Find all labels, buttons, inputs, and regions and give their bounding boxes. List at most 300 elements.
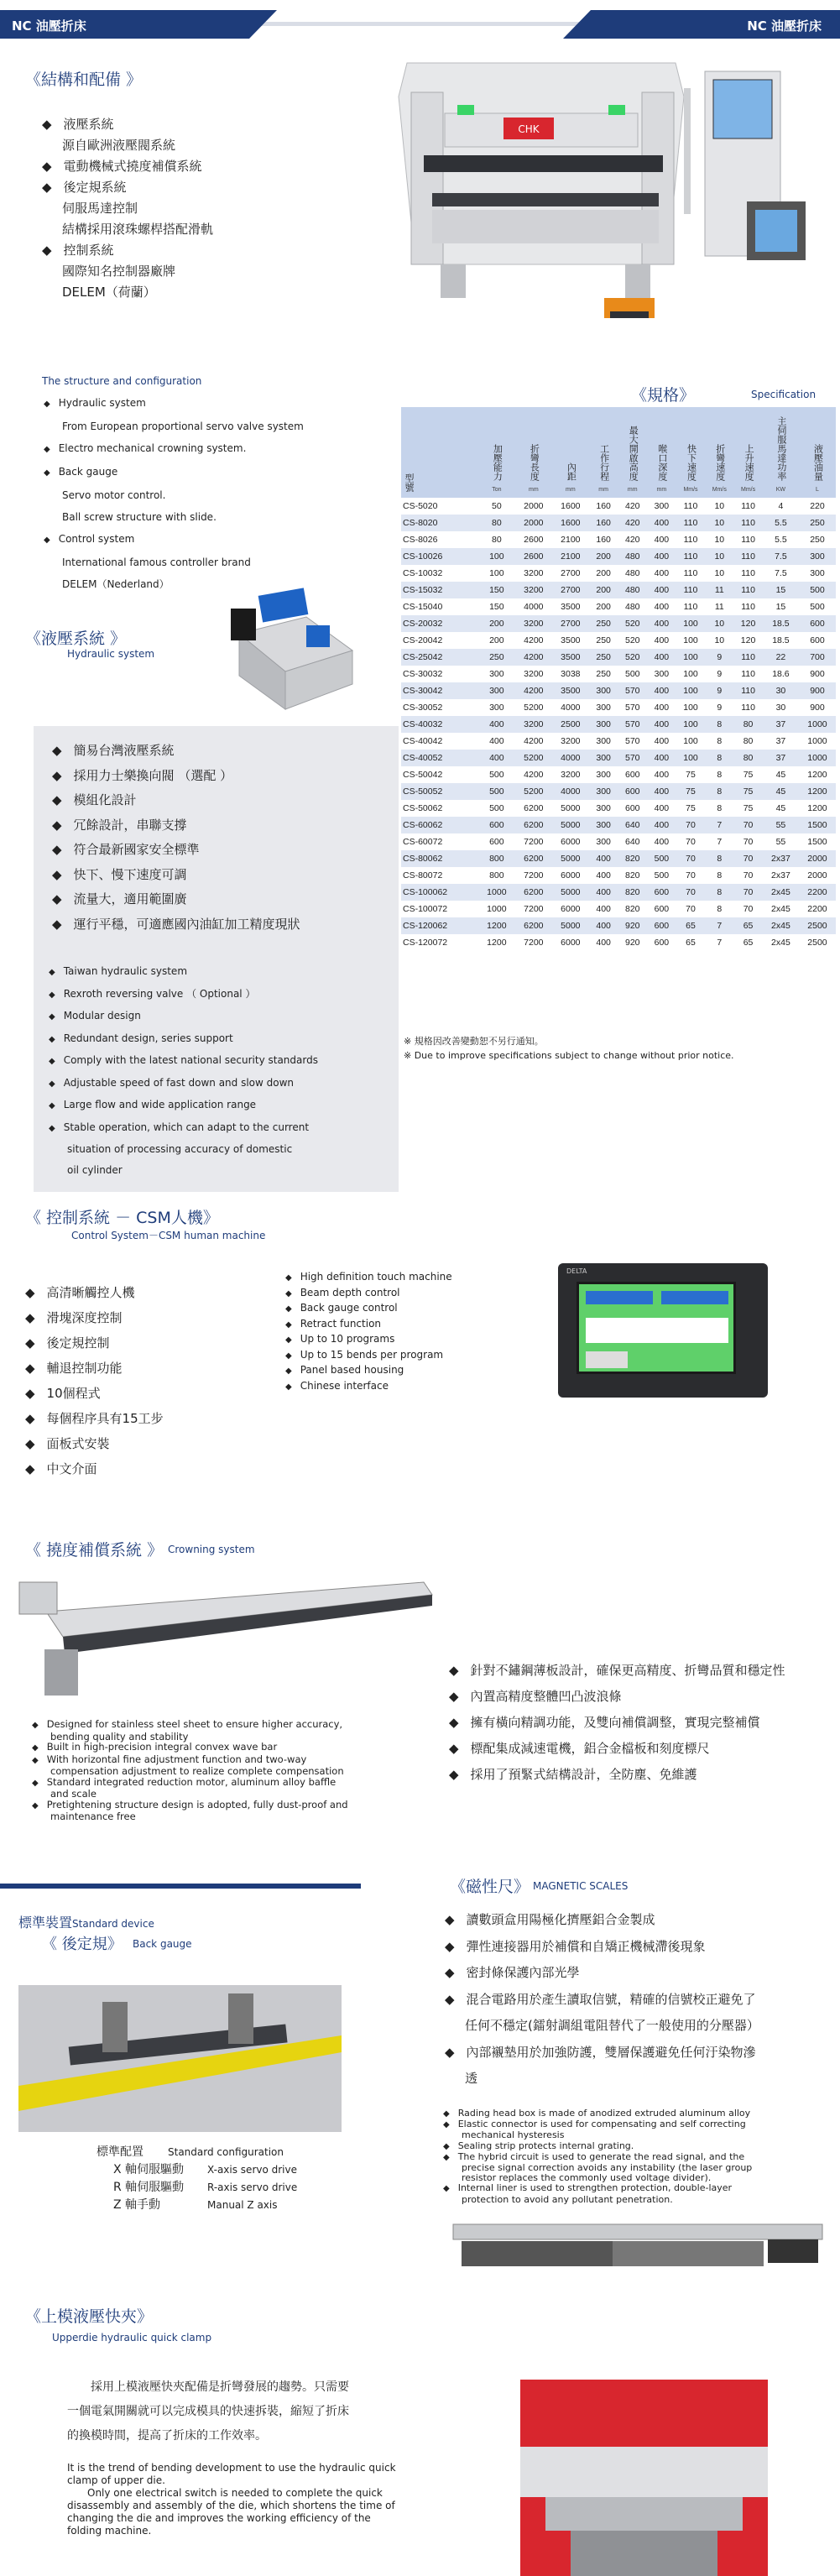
config-row: [97, 2144, 297, 2161]
list-item: ◆ Rading head box is made of anodized extruded aluminum alloy: [443, 2108, 752, 2119]
spec-column-label: 加壓能力: [492, 444, 503, 481]
list-item: ◆ 電動機械式撓度補償系統: [42, 156, 213, 177]
spec-cell: 520: [624, 635, 640, 645]
spec-cell: 1200: [807, 770, 827, 780]
crowning-image: [13, 1574, 441, 1700]
list-item: ◆ 每個程序具有15工步: [25, 1406, 164, 1431]
spec-cell: 65: [733, 917, 763, 934]
spec-row: [401, 649, 836, 666]
spec-row: [401, 632, 836, 649]
list-item: ◆ Back gauge: [44, 461, 304, 484]
spec-cell: 700: [799, 649, 836, 666]
config-zh: Z 軸手動: [113, 2198, 161, 2212]
clamp-zh-line: 一個電氣開關就可以完成模具的快速拆裝，縮短了折床: [67, 2405, 349, 2418]
spec-cell: 75: [733, 783, 763, 800]
spec-cell: 6000: [561, 904, 581, 914]
list-item: ◆ Panel based housing: [285, 1363, 452, 1379]
spec-cell: 80: [492, 535, 502, 545]
list-item: 透: [465, 2071, 478, 2086]
spec-column-label: 最大開啟高度: [628, 426, 639, 481]
press-brake-image: [382, 46, 835, 348]
spec-cell: CS-50052: [401, 783, 478, 800]
spec-cell: 480: [618, 548, 647, 565]
hmi-device: [558, 1263, 768, 1398]
spec-cell: 300: [489, 669, 504, 679]
list-item: ◆ 符合最新國家安全標準: [52, 838, 300, 863]
spec-cell: 5200: [524, 703, 544, 713]
spec-cell: 4000: [552, 783, 589, 800]
list-item: ◆ Beam depth control: [285, 1286, 452, 1302]
hmi-brand: DELTA: [566, 1267, 587, 1275]
hydraulic-valve-image: [214, 583, 365, 718]
spec-cell: 7.5: [775, 568, 787, 578]
spec-cell: 920: [618, 917, 647, 934]
spec-cell: 5200: [515, 750, 552, 766]
spec-cell: 75: [686, 770, 696, 780]
magnetic-title: 《磁性尺》: [450, 1878, 530, 1896]
spec-column-label: 工作行程: [598, 444, 609, 481]
spec-column-unit: KW: [775, 487, 786, 493]
config-row: [97, 2197, 297, 2214]
list-item: ◆ Elastic connector is used for compensating and self correcting: [443, 2119, 752, 2130]
spec-cell: 4200: [524, 635, 544, 645]
spec-cell: 1500: [807, 837, 827, 847]
spec-cell: 570: [624, 736, 640, 746]
control-title: 《 控制系統 － CSM人機》: [25, 1209, 219, 1227]
clamp-en-text: [67, 2462, 396, 2537]
spec-cell: 70: [686, 837, 696, 847]
list-item: International famous controller brand: [62, 556, 251, 568]
spec-cell: 2x45: [763, 884, 799, 901]
clamp-zh-line: 的換模時間，提高了折床的工作效率。: [67, 2429, 267, 2443]
spec-row: [401, 850, 836, 867]
spec-cell: 1200: [799, 783, 836, 800]
spec-cell: 110: [733, 649, 763, 666]
spec-cell: 640: [624, 837, 640, 847]
list-item: ◆ 混合電路用於產生讀取信號，精確的信號校正避免了: [445, 1987, 835, 2014]
spec-cell: 2x45: [771, 938, 790, 948]
spec-cell: CS-15032: [401, 582, 478, 598]
spec-cell: 110: [741, 669, 755, 679]
spec-row: [401, 615, 836, 632]
backgauge-divider: [0, 1884, 361, 1889]
spec-cell: 250: [799, 515, 836, 531]
spec-cell: 8: [717, 770, 723, 780]
list-item: ◆ 高清晰觸控人機: [25, 1280, 164, 1305]
clamp-subtitle: Upperdie hydraulic quick clamp: [52, 2332, 212, 2343]
spec-cell: 4000: [552, 750, 589, 766]
spec-cell: 820: [624, 870, 640, 880]
spec-cell: CS-8020: [401, 515, 478, 531]
hmi-button: [586, 1351, 628, 1368]
spec-column-label: 快下速度: [686, 444, 697, 481]
spec-cell: 400: [647, 548, 676, 565]
spec-cell: CS-80072: [403, 870, 443, 880]
spec-cell: 480: [624, 568, 640, 578]
list-item: ◆ 10個程式: [25, 1381, 164, 1406]
spec-cell: 600: [810, 635, 825, 645]
spec-cell: 1000: [478, 884, 515, 901]
spec-cell: 100: [676, 750, 706, 766]
spec-column-unit: Mm/s: [712, 487, 727, 493]
spec-cell: 30: [775, 703, 786, 713]
config-en: R-axis servo drive: [207, 2182, 298, 2193]
spec-cell: 2x37: [771, 870, 790, 880]
spec-cell: 7: [717, 837, 723, 847]
spec-cell: 200: [478, 615, 515, 632]
clamp-en-line: changing the die and improves the working efficiency of the: [67, 2512, 371, 2524]
list-item: ◆ 針對不鏽鋼薄板設計，確保更高精度、折彎品質和穩定性: [449, 1658, 835, 1684]
spec-cell: 10: [714, 501, 725, 511]
spec-cell: 110: [741, 568, 755, 578]
list-item: ◆ Up to 10 programs: [285, 1332, 452, 1348]
spec-cell: 6000: [561, 870, 581, 880]
spec-cell: 110: [733, 548, 763, 565]
spec-cell: 220: [810, 501, 825, 511]
spec-cell: CS-40042: [403, 736, 443, 746]
header-right-title: NC 油壓折床: [747, 18, 822, 34]
spec-cell: 1500: [799, 817, 836, 833]
backgauge-main-title-en: Standard device: [72, 1918, 154, 1930]
spec-cell: CS-100072: [403, 904, 448, 914]
spec-cell: 200: [596, 568, 611, 578]
spec-cell: 4: [778, 501, 784, 511]
spec-cell: 3500: [561, 602, 581, 612]
spec-row: [401, 716, 836, 733]
spec-cell: 2000: [524, 501, 544, 511]
spec-column-label: 內距: [566, 462, 577, 481]
spec-cell: 80: [478, 515, 515, 531]
spec-cell: 570: [618, 682, 647, 699]
spec-row: [401, 884, 836, 901]
spec-cell: 600: [624, 803, 640, 813]
spec-cell: 300: [810, 568, 825, 578]
spec-cell: 8: [717, 904, 723, 914]
spec-cell: 110: [733, 515, 763, 531]
spec-cell: 6200: [515, 884, 552, 901]
spec-column-header: [763, 407, 799, 498]
spec-cell: 6000: [561, 837, 581, 847]
spec-cell: 8: [717, 870, 723, 880]
spec-cell: 160: [596, 535, 611, 545]
magnetic-scale-image: [445, 2208, 831, 2275]
spec-column-unit: L: [816, 487, 819, 493]
spec-cell: 400: [589, 917, 618, 934]
header-left-title: NC 油壓折床: [12, 18, 86, 34]
spec-cell: 250: [596, 669, 611, 679]
backgauge-config-list: [97, 2144, 297, 2214]
spec-column-header: [552, 407, 589, 498]
list-item: ◆ Taiwan hydraulic system: [49, 961, 318, 984]
spec-cell: 15: [775, 602, 786, 612]
config-en: Manual Z axis: [207, 2199, 278, 2211]
spec-cell: 10: [714, 568, 725, 578]
config-zh: R 軸伺服驅動: [113, 2181, 185, 2194]
spec-cell: 300: [596, 703, 611, 713]
spec-cell: 800: [478, 850, 515, 867]
spec-cell: 70: [743, 870, 754, 880]
hmi-screen: [577, 1282, 736, 1374]
spec-cell: 1200: [478, 917, 515, 934]
spec-cell: 900: [810, 669, 825, 679]
spec-cell: 2000: [799, 850, 836, 867]
spec-cell: 3200: [524, 568, 544, 578]
spec-cell: 30: [763, 682, 799, 699]
magnetic-subtitle: MAGNETIC SCALES: [533, 1880, 629, 1892]
list-item: ◆ 模組化設計: [52, 788, 300, 813]
list-item: ◆ Comply with the latest national security standards: [49, 1050, 318, 1073]
spec-cell: 250: [596, 635, 611, 645]
spec-column-header: [401, 407, 478, 498]
clamp-en-line: clamp of upper die.: [67, 2474, 165, 2486]
spec-cell: 300: [654, 669, 670, 679]
spec-cell: 4200: [515, 649, 552, 666]
list-item: ◆ 彈性連接器用於補償和自矯正機械滯後現象: [445, 1934, 835, 1961]
spec-cell: 520: [618, 649, 647, 666]
spec-cell: 920: [624, 938, 640, 948]
spec-cell: 400: [478, 750, 515, 766]
spec-cell: 110: [683, 501, 698, 511]
spec-cell: 7: [705, 917, 733, 934]
spec-cell: 80: [733, 716, 763, 733]
spec-cell: 400: [654, 635, 670, 645]
spec-cell: 110: [683, 602, 698, 612]
list-item: compensation adjustment to realize complete compensation: [50, 1765, 344, 1777]
spec-cell: 400: [647, 817, 676, 833]
page-header: [0, 10, 840, 39]
spec-cell: 100: [683, 635, 698, 645]
spec-cell: CS-8026: [403, 535, 438, 545]
spec-cell: 300: [589, 817, 618, 833]
spec-cell: 65: [676, 917, 706, 934]
spec-cell: 2600: [524, 535, 544, 545]
spec-cell: 37: [775, 736, 786, 746]
spec-cell: CS-80062: [401, 850, 478, 867]
spec-column-header: [676, 407, 706, 498]
spec-row: [401, 750, 836, 766]
spec-cell: 110: [741, 535, 755, 545]
list-item: ◆ 液壓系統: [42, 114, 213, 135]
spec-row: [401, 531, 836, 548]
spec-cell: 500: [799, 582, 836, 598]
spec-row: [401, 833, 836, 850]
spec-cell: 570: [618, 750, 647, 766]
list-item: ◆ Redundant design, series support: [49, 1028, 318, 1051]
spec-cell: 3200: [561, 770, 581, 780]
spec-cell: 400: [478, 716, 515, 733]
spec-cell: CS-5020: [403, 501, 438, 511]
spec-note: ※ Due to improve specifications subject to change without prior notice.: [404, 1050, 734, 1061]
list-item: ◆ 內置高精度整體凹凸波浪條: [449, 1684, 835, 1710]
hmi-display: [586, 1318, 728, 1343]
spec-cell: 5.5: [775, 535, 787, 545]
spec-cell: 4200: [515, 682, 552, 699]
magnetic-zh-list: [445, 1907, 835, 2093]
spec-cell: 8: [705, 783, 733, 800]
structure-zh-list: [42, 114, 213, 303]
list-item: 伺服馬達控制: [62, 201, 138, 216]
spec-cell: 500: [624, 669, 640, 679]
list-item: ◆ 快下、慢下速度可調: [52, 863, 300, 888]
spec-cell: 110: [741, 602, 755, 612]
spec-cell: 300: [589, 783, 618, 800]
spec-cell: 600: [478, 817, 515, 833]
spec-cell: 400: [654, 803, 670, 813]
spec-cell: 900: [799, 682, 836, 699]
spec-notes: [404, 1034, 734, 1063]
spec-cell: 10: [705, 615, 733, 632]
spec-cell: 1200: [487, 938, 507, 948]
spec-cell: 400: [654, 535, 670, 545]
backgauge-image: [18, 1985, 342, 2132]
spec-column-unit: mm: [627, 487, 638, 493]
spec-cell: 22: [763, 649, 799, 666]
spec-cell: 300: [596, 770, 611, 780]
spec-cell: 1000: [799, 750, 836, 766]
spec-cell: 11: [705, 582, 733, 598]
list-item: ◆ Internal liner is used to strengthen protection, double-layer: [443, 2183, 752, 2194]
list-item: ◆ 運行平穩，可適應國內油缸加工精度現狀: [52, 912, 300, 938]
structure-en-title: The structure and configuration: [42, 375, 202, 387]
spec-row: [401, 783, 836, 800]
list-item: ◆ Sealing strip protects internal grating.: [443, 2141, 752, 2152]
crowning-en-list: [32, 1719, 348, 1822]
spec-cell: 2500: [807, 938, 827, 948]
spec-cell: 2500: [552, 716, 589, 733]
list-item: situation of processing accuracy of domestic: [67, 1143, 293, 1155]
spec-cell: 110: [733, 682, 763, 699]
spec-cell: 6200: [515, 817, 552, 833]
spec-cell: 600: [647, 884, 676, 901]
spec-cell: 18.6: [772, 669, 790, 679]
spec-cell: 2100: [552, 548, 589, 565]
spec-column-header: [647, 407, 676, 498]
spec-column-label: 上升速度: [743, 444, 754, 481]
list-item: ◆ Adjustable speed of fast down and slow down: [49, 1073, 318, 1095]
spec-cell: 55: [763, 817, 799, 833]
list-item: ◆ 後定規系統: [42, 177, 213, 198]
control-zh-list: [25, 1280, 164, 1481]
spec-cell: CS-20042: [403, 635, 443, 645]
spec-cell: CS-60072: [403, 837, 443, 847]
spec-cell: 400: [589, 884, 618, 901]
spec-cell: 45: [763, 783, 799, 800]
spec-cell: 400: [647, 716, 676, 733]
spec-row: [401, 800, 836, 817]
spec-cell: 110: [676, 548, 706, 565]
spec-cell: CS-10026: [401, 548, 478, 565]
spec-cell: 7.5: [763, 548, 799, 565]
crowning-zh-list: [449, 1658, 835, 1788]
spec-cell: 9: [705, 649, 733, 666]
list-item: 源自歐洲液壓閥系統: [62, 138, 176, 153]
spec-cell: 6200: [515, 850, 552, 867]
spec-cell: 8: [705, 850, 733, 867]
list-item: protection to avoid any pollutant penetration.: [462, 2193, 673, 2205]
spec-cell: 8: [705, 750, 733, 766]
spec-cell: 400: [654, 568, 670, 578]
spec-cell: 420: [624, 501, 640, 511]
spec-cell: 110: [676, 582, 706, 598]
spec-cell: 5000: [552, 850, 589, 867]
spec-cell: 100: [683, 703, 698, 713]
spec-cell: 300: [596, 736, 611, 746]
spec-cell: 100: [478, 548, 515, 565]
spec-cell: 65: [686, 938, 696, 948]
list-item: DELEM（Nederland）: [62, 578, 170, 590]
spec-cell: 400: [654, 602, 670, 612]
list-item: ◆ 冗餘設計，串聯支撐: [52, 813, 300, 839]
list-item: Servo motor control.: [62, 489, 166, 501]
list-item: ◆ 控制系統: [42, 240, 213, 261]
spec-cell: 3200: [524, 669, 544, 679]
clamp-image: [520, 2380, 768, 2576]
spec-table: [401, 407, 836, 951]
spec-cell: 420: [618, 515, 647, 531]
list-item: ◆ Built in high-precision integral convex wave bar: [32, 1742, 348, 1754]
spec-cell: 2700: [561, 568, 581, 578]
list-item: ◆ 面板式安裝: [25, 1431, 164, 1456]
spec-cell: 80: [733, 750, 763, 766]
spec-cell: 37: [763, 750, 799, 766]
spec-column-label: 折彎長度: [529, 444, 540, 481]
spec-column-unit: Mm/s: [741, 487, 756, 493]
spec-cell: 600: [624, 770, 640, 780]
clamp-en-line: disassembly and assembly of the die, which shortens the time of: [67, 2500, 395, 2511]
spec-cell: 10: [705, 515, 733, 531]
spec-cell: 3200: [515, 615, 552, 632]
spec-cell: 18.5: [763, 615, 799, 632]
spec-cell: 300: [589, 750, 618, 766]
list-item: ◆ 輔退控制功能: [25, 1356, 164, 1381]
spec-cell: 7200: [524, 870, 544, 880]
spec-cell: 400: [647, 515, 676, 531]
spec-column-unit: mm: [656, 487, 667, 493]
spec-cell: 5000: [561, 803, 581, 813]
spec-cell: CS-15040: [403, 602, 443, 612]
spec-cell: 200: [589, 548, 618, 565]
spec-cell: 2x37: [763, 850, 799, 867]
spec-cell: 400: [654, 770, 670, 780]
spec-cell: 300: [596, 803, 611, 813]
spec-cell: 120: [733, 615, 763, 632]
clamp-title: 《上模液壓快夾》: [25, 2307, 154, 2326]
spec-row: [401, 766, 836, 783]
spec-cell: 160: [596, 501, 611, 511]
spec-cell: 600: [647, 917, 676, 934]
spec-cell: 4000: [524, 602, 544, 612]
hydraulic-en-list: [49, 961, 318, 1180]
spec-cell: 1600: [552, 515, 589, 531]
spec-cell: 150: [478, 582, 515, 598]
spec-cell: 45: [775, 770, 786, 780]
spec-column-unit: Ton: [492, 487, 502, 493]
list-item: ◆ 採用力士樂換向閥 （選配 ）: [52, 764, 300, 789]
clamp-en-line: folding machine.: [67, 2525, 152, 2537]
hydraulic-subtitle: Hydraulic system: [67, 648, 155, 660]
list-item: From European proportional servo valve system: [62, 421, 304, 432]
spec-cell: 2200: [799, 884, 836, 901]
list-item: precise signal correction avoids any instability (the laser group: [462, 2162, 753, 2174]
spec-cell: 100: [683, 669, 698, 679]
spec-cell: 640: [618, 817, 647, 833]
spec-row: [401, 699, 836, 716]
spec-cell: 5000: [552, 917, 589, 934]
spec-column-label: 喉口深度: [656, 444, 667, 481]
backgauge-main-title-zh: 標準裝置: [18, 1915, 73, 1931]
list-item: ◆ Stable operation, which can adapt to the current: [49, 1117, 318, 1140]
list-item: ◆ Standard integrated reduction motor, aluminum alloy baffle: [32, 1777, 348, 1790]
